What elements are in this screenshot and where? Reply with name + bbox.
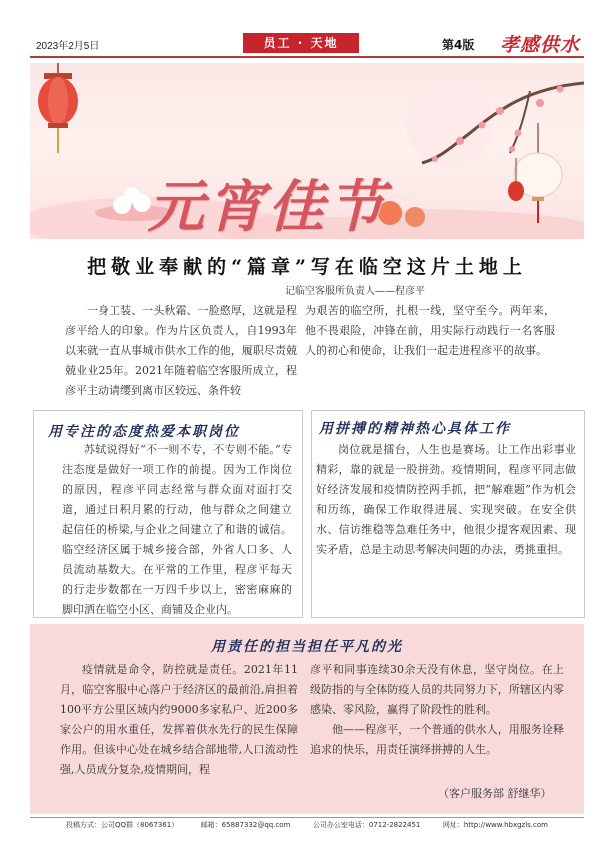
- footer-phone: 公司办公室电话：0712-2822451: [312, 821, 421, 829]
- section-body-responsibility-right: [310, 660, 564, 760]
- edition-number: 第4版: [442, 38, 475, 52]
- top-rule: [30, 56, 584, 58]
- section-body-striving: 岗位就是擂台，人生也是赛场。让工作出彩事业精彩，靠的就是一股拼劲。疫情期间，程彦平同志做好经济发展和疫情防控两手抓，把“解难题”作为机会和历练，确保工作取得进展、实现突破。在安全供水、信访维稳等急难任务中，他很少提客观因素、现实矛盾，总是主动思考解决问题的办法，勇挑重担。: [316, 443, 576, 556]
- section-title-striving: 用拼搏的精神热心具体工作: [319, 421, 511, 437]
- article-author: （客户服务部 舒继华）: [438, 787, 552, 800]
- intro-paragraph-left: 一身工装、一头秋霜、一脸憨厚，这就是程彦平给人的印象。作为片区负责人，自1993年以来就一直从事城市供水工作的他，履职尽责兢兢业业25年。2021年随着临空客服所成立，程彦平主动请缨到离市区较远、条件较: [65, 304, 297, 397]
- section-body-responsibility-left: 疫情就是命令，防控就是责任。2021年11月，临空客服中心落户于经济区的最前沿,肩担着100平方公里区域内约9000多家私户、近200多家公户的用水重任，发挥着供水先行的民生保障作用。但该中心处在城乡结合部地带,人口流动性强,人员成分复杂,疫情期间，程: [60, 663, 298, 776]
- footer: [30, 820, 584, 830]
- issue-date: 2023年2月5日: [36, 41, 100, 52]
- section-title-focus: 用专注的态度热爱本职岗位: [48, 424, 240, 440]
- article-byline: 记临空客服所负责人——程彦平: [285, 286, 425, 297]
- footer-email: 邮箱：65887332@qq.com: [200, 821, 291, 829]
- footer-contact: 投稿方式：公司QQ群（8067361）: [66, 821, 179, 829]
- lantern-festival-banner: [30, 63, 584, 239]
- section-body-focus: 苏轼说得好“不一则不专，不专则不能。”专注态度是做好一项工作的前提。因为工作岗位的原因，程彦平同志经常与群众面对面打交道，通过日积月累的行动，他与群众之间建立起信任的桥梁,与企业之间建立了和谐的诚信。临空经济区属于城乡接合部，外省人口多、人员流动基数大。在平常的工作里，程彦平每天的行走步数都在一万四千步以上，密密麻麻的脚印洒在临空小区、商铺及企业内。: [62, 443, 292, 616]
- banner-title: 元宵佳节: [148, 174, 388, 239]
- section-tag: 员工 · 天地: [243, 33, 359, 53]
- responsibility-paragraph-2: 他——程彦平，一个普通的供水人，用服务诠释追求的快乐，用责任演绎拼搏的人生。: [310, 723, 564, 756]
- newspaper-logo: 孝感供水: [500, 34, 581, 56]
- article-headline: 把敬业奉献的“篇章”写在临空这片土地上: [87, 256, 527, 278]
- footer-website: 网址：http://www.hbxgzls.com: [442, 821, 548, 829]
- intro-paragraph-right: 为艰苦的临空所，扎根一线，坚守至今。两年来，他不畏艰险，冲锋在前，用实际行动践行一名客服人的初心和使命，让我们一起走进程彦平的故事。: [305, 304, 555, 357]
- section-title-responsibility: 用责任的担当担任平凡的光: [211, 639, 403, 655]
- bottom-rule: [30, 817, 584, 818]
- responsibility-paragraph-1: 彦平和同事连续30余天没有休息，坚守岗位。在上级防指的与全体防疫人员的共同努力下，所辖区内零感染、零风险，赢得了阶段性的胜利。: [310, 663, 564, 716]
